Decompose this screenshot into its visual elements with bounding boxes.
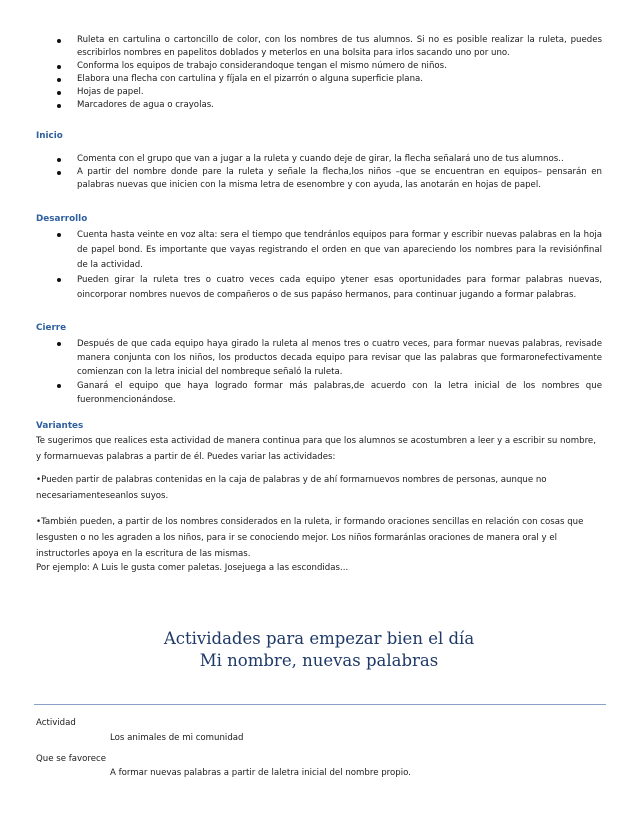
list-item (77, 86, 602, 99)
list-item-text: Cuenta hasta veinte en voz alta: sera el tiempo que tendránlos equipos para formar y escribir nuevas palabras en la hoja de papel bond. Es importante que vayas registrando el orden en que van apareciendo los nombres para la revisiónfinal de la actividad. (77, 230, 602, 270)
list-item (77, 34, 602, 60)
list-item (77, 228, 602, 273)
inicio-list (0, 153, 638, 192)
section-heading-cierre: Cierre (36, 323, 67, 333)
variantes-paragraph: •Pueden partir de palabras contenidas en la caja de palabras y de ahí formarnuevos nombres de personas, aunque no necesariamenteseanlos suyos. (36, 475, 547, 501)
bullet-icon (57, 171, 61, 175)
divider (34, 704, 606, 705)
variantes-example: Por ejemplo: A Luis le gusta comer paletas. Josejuega a las escondidas... (36, 563, 349, 573)
favorece-value: A formar nuevas palabras a partir de laletra inicial del nombre propio. (110, 768, 411, 778)
list-item (77, 60, 602, 73)
bullet-icon (57, 342, 61, 346)
list-item (77, 379, 602, 407)
list-item (77, 73, 602, 86)
bullet-icon (57, 104, 61, 108)
list-item (77, 166, 602, 192)
bullet-icon (57, 65, 61, 69)
list-item-text: Ganará el equipo que haya logrado formar más palabras,de acuerdo con la letra inicial de los nombres que fueronmencionándose. (77, 381, 602, 405)
list-item (77, 153, 602, 166)
activity-subtitle: Mi nombre, nuevas palabras (199, 651, 439, 670)
section-heading-variantes: Variantes (36, 421, 84, 431)
list-item-text: Marcadores de agua o crayolas. (77, 100, 214, 110)
cierre-list (0, 337, 638, 407)
bullet-icon (57, 91, 61, 95)
list-item-text: A partir del nombre donde pare la ruleta y señale la flecha,los niños –que se encuentran en equipos– pensarán en palabras nuevas que inicien con la misma letra de esenombre y con ayuda, las anotarán en hojas de papel. (77, 167, 602, 190)
list-item-text: Hojas de papel. (77, 87, 144, 97)
bullet-icon (57, 233, 61, 237)
materials-list (0, 34, 638, 112)
list-item-text: Comenta con el grupo que van a jugar a la ruleta y cuando deje de girar, la flecha señalará uno de tus alumnos.. (77, 154, 564, 164)
list-item-text: Después de que cada equipo haya girado la ruleta al menos tres o cuatro veces, para formar nuevas palabras, revisade manera conjunta con los niños, los productos decada equipo para revisar que las palabras que formaronefectivamente comienzan con la letra inicial del nombreque señaló la ruleta. (77, 339, 602, 377)
list-item (77, 99, 602, 112)
bullet-icon (57, 278, 61, 282)
list-item-text: Conforma los equipos de trabajo considerandoque tengan el mismo número de niños. (77, 61, 447, 71)
bullet-icon (57, 158, 61, 162)
activity-title: Actividades para empezar bien el día (163, 629, 475, 648)
desarrollo-list (0, 228, 638, 303)
list-item-text: Ruleta en cartulina o cartoncillo de color, con los nombres de tus alumnos. Si no es posible realizar la ruleta, puedes escribirlos nombres en papelitos doblados y meterlos en una bolsita para irlos sacando uno por uno. (77, 35, 602, 58)
section-heading-desarrollo: Desarrollo (36, 214, 88, 224)
list-item (77, 273, 602, 303)
favorece-label: Que se favorece (36, 754, 107, 764)
bullet-icon (57, 39, 61, 43)
actividad-label: Actividad (36, 718, 76, 728)
bullet-icon (57, 78, 61, 82)
bullet-icon (57, 384, 61, 388)
variantes-intro: Te sugerimos que realices esta actividad de manera continua para que los alumnos se acostumbren a leer y a escribir su nombre, y formarnuevas palabras a partir de él. Puedes variar las actividades: (36, 436, 596, 462)
section-heading-inicio: Inicio (36, 131, 63, 141)
actividad-value: Los animales de mi comunidad (110, 733, 244, 743)
list-item-text: Elabora una flecha con cartulina y fíjala en el pizarrón o alguna superficie plana. (77, 74, 424, 84)
list-item-text: Pueden girar la ruleta tres o cuatro veces cada equipo ytener esas oportunidades para formar palabras nuevas, oincorporar nombres nuevos de compañeros o de sus papáso hermanos, para continuar jugando a formar palabras. (77, 275, 602, 300)
variantes-paragraph: •También pueden, a partir de los nombres considerados en la ruleta, ir formando oraciones sencillas en relación con cosas que lesgusten o no les agraden a los niños, para ir se conociendo mejor. Los niños formaránlas oraciones de manera oral y el instructorles apoya en la escritura de las mismas. (36, 517, 584, 559)
list-item (77, 337, 602, 379)
